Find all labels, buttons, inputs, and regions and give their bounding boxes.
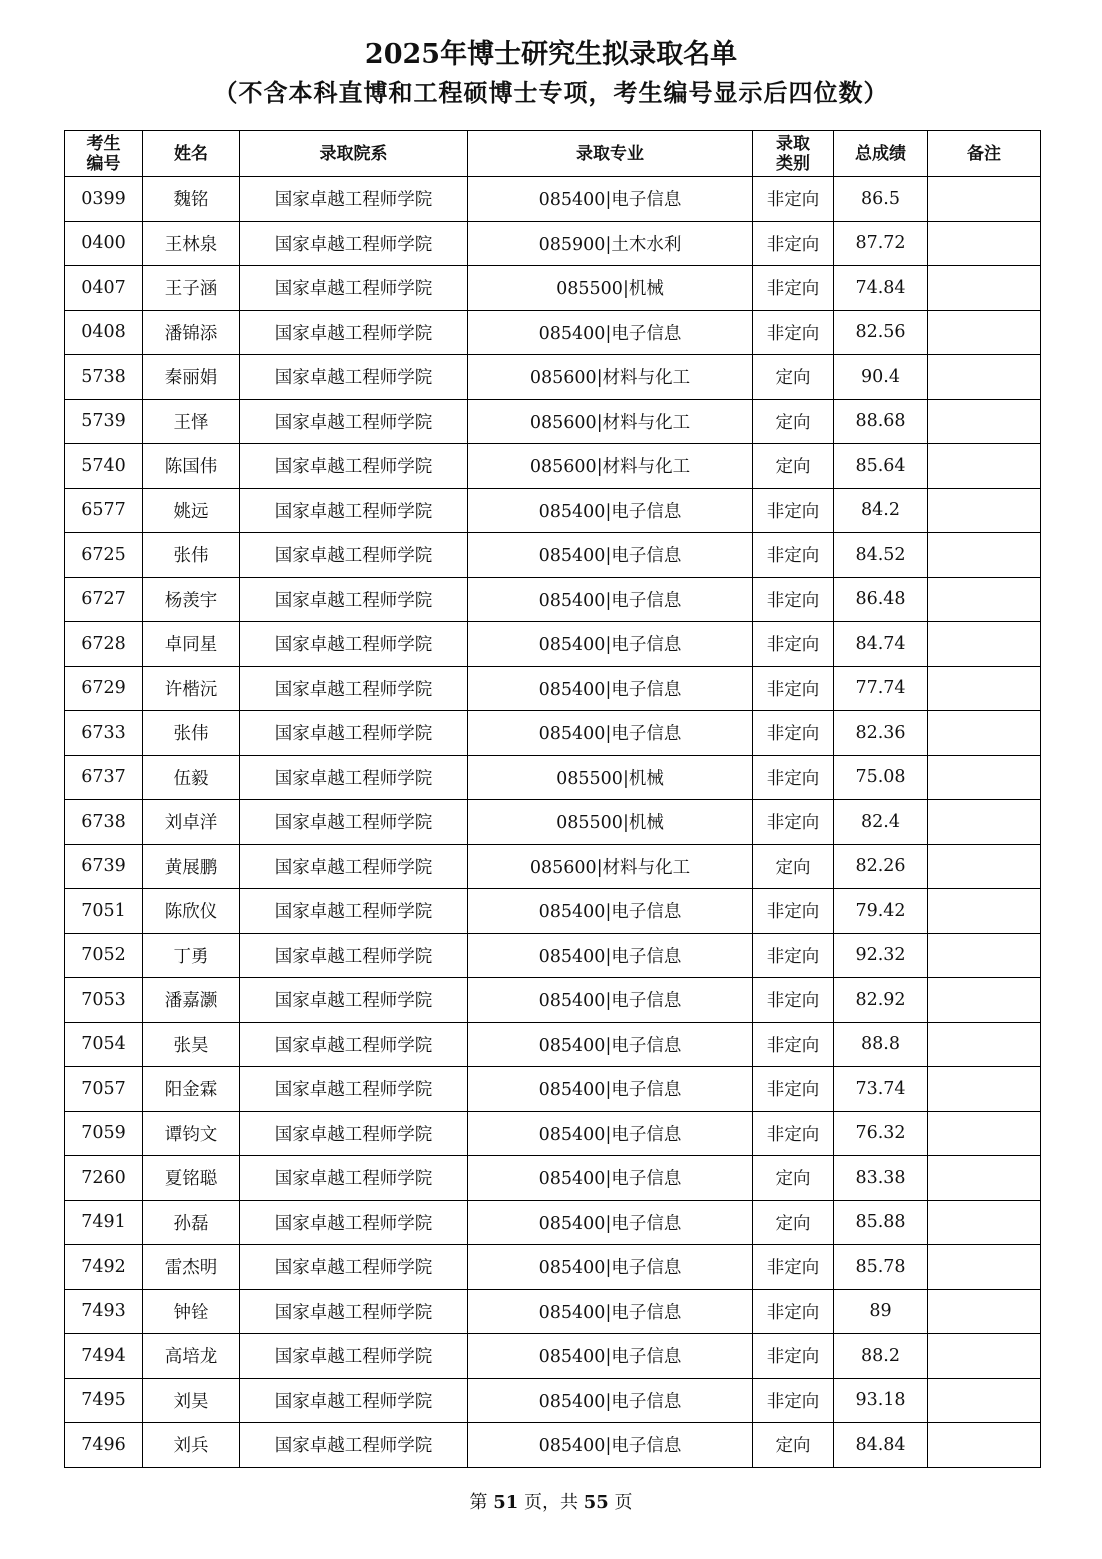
header-total-score: 总成绩 xyxy=(834,131,928,177)
cell-candidate-id: 7053 xyxy=(65,978,143,1023)
cell-admission-type: 非定向 xyxy=(753,266,834,311)
header-name: 姓名 xyxy=(143,131,240,177)
cell-department: 国家卓越工程师学院 xyxy=(240,577,468,622)
cell-name: 秦丽娟 xyxy=(143,355,240,400)
cell-name: 钟铨 xyxy=(143,1289,240,1334)
cell-department: 国家卓越工程师学院 xyxy=(240,1156,468,1201)
cell-candidate-id: 7491 xyxy=(65,1200,143,1245)
cell-major: 085400|电子信息 xyxy=(468,1334,753,1379)
table-row xyxy=(65,978,1041,1023)
table-row xyxy=(65,1022,1041,1067)
cell-total-score: 88.68 xyxy=(834,399,928,444)
cell-remark xyxy=(928,1022,1041,1067)
cell-candidate-id: 7492 xyxy=(65,1245,143,1290)
cell-name: 王林泉 xyxy=(143,221,240,266)
cell-total-score: 87.72 xyxy=(834,221,928,266)
cell-remark xyxy=(928,1289,1041,1334)
header-department: 录取院系 xyxy=(240,131,468,177)
cell-name: 孙磊 xyxy=(143,1200,240,1245)
cell-remark xyxy=(928,1423,1041,1468)
cell-admission-type: 非定向 xyxy=(753,310,834,355)
cell-admission-type: 定向 xyxy=(753,399,834,444)
cell-department: 国家卓越工程师学院 xyxy=(240,978,468,1023)
cell-total-score: 84.84 xyxy=(834,1423,928,1468)
cell-admission-type: 非定向 xyxy=(753,533,834,578)
cell-name: 丁勇 xyxy=(143,933,240,978)
cell-remark xyxy=(928,1245,1041,1290)
table-row xyxy=(65,1156,1041,1201)
cell-candidate-id: 6727 xyxy=(65,577,143,622)
cell-admission-type: 非定向 xyxy=(753,221,834,266)
cell-admission-type: 非定向 xyxy=(753,1334,834,1379)
cell-total-score: 82.4 xyxy=(834,800,928,845)
cell-department: 国家卓越工程师学院 xyxy=(240,1378,468,1423)
cell-name: 张伟 xyxy=(143,533,240,578)
footer-page-total: 55 xyxy=(583,1492,609,1513)
cell-candidate-id: 6733 xyxy=(65,711,143,756)
cell-admission-type: 定向 xyxy=(753,1156,834,1201)
cell-candidate-id: 7493 xyxy=(65,1289,143,1334)
cell-total-score: 73.74 xyxy=(834,1067,928,1112)
cell-total-score: 88.2 xyxy=(834,1334,928,1379)
footer-suffix: 页 xyxy=(608,1492,633,1513)
cell-department: 国家卓越工程师学院 xyxy=(240,1423,468,1468)
cell-major: 085400|电子信息 xyxy=(468,1156,753,1201)
cell-candidate-id: 0399 xyxy=(65,177,143,222)
table-row xyxy=(65,1111,1041,1156)
cell-admission-type: 非定向 xyxy=(753,755,834,800)
table-row xyxy=(65,1067,1041,1112)
cell-remark xyxy=(928,444,1041,489)
cell-admission-type: 非定向 xyxy=(753,177,834,222)
cell-major: 085400|电子信息 xyxy=(468,1245,753,1290)
cell-major: 085400|电子信息 xyxy=(468,1289,753,1334)
cell-candidate-id: 5739 xyxy=(65,399,143,444)
cell-name: 刘卓洋 xyxy=(143,800,240,845)
header-major: 录取专业 xyxy=(468,131,753,177)
cell-major: 085400|电子信息 xyxy=(468,1200,753,1245)
cell-name: 潘嘉灏 xyxy=(143,978,240,1023)
cell-department: 国家卓越工程师学院 xyxy=(240,1022,468,1067)
cell-total-score: 75.08 xyxy=(834,755,928,800)
table-row xyxy=(65,1245,1041,1290)
page-title: 2025年博士研究生拟录取名单 xyxy=(364,39,738,70)
cell-name: 张伟 xyxy=(143,711,240,756)
cell-department: 国家卓越工程师学院 xyxy=(240,1067,468,1112)
cell-total-score: 82.26 xyxy=(834,844,928,889)
cell-department: 国家卓越工程师学院 xyxy=(240,399,468,444)
cell-major: 085600|材料与化工 xyxy=(468,844,753,889)
cell-remark xyxy=(928,1334,1041,1379)
cell-total-score: 79.42 xyxy=(834,889,928,934)
cell-candidate-id: 6725 xyxy=(65,533,143,578)
cell-major: 085400|电子信息 xyxy=(468,978,753,1023)
cell-total-score: 83.38 xyxy=(834,1156,928,1201)
cell-remark xyxy=(928,800,1041,845)
table-header xyxy=(65,131,1041,177)
cell-major: 085600|材料与化工 xyxy=(468,355,753,400)
cell-major: 085500|机械 xyxy=(468,800,753,845)
cell-department: 国家卓越工程师学院 xyxy=(240,355,468,400)
table-row xyxy=(65,666,1041,711)
cell-major: 085900|土木水利 xyxy=(468,221,753,266)
table-row xyxy=(65,266,1041,311)
cell-admission-type: 非定向 xyxy=(753,1378,834,1423)
cell-total-score: 84.52 xyxy=(834,533,928,578)
cell-total-score: 82.36 xyxy=(834,711,928,756)
cell-department: 国家卓越工程师学院 xyxy=(240,1245,468,1290)
cell-admission-type: 非定向 xyxy=(753,933,834,978)
cell-candidate-id: 7496 xyxy=(65,1423,143,1468)
cell-name: 雷杰明 xyxy=(143,1245,240,1290)
cell-department: 国家卓越工程师学院 xyxy=(240,266,468,311)
cell-admission-type: 非定向 xyxy=(753,1067,834,1112)
table-row xyxy=(65,577,1041,622)
cell-total-score: 76.32 xyxy=(834,1111,928,1156)
cell-admission-type: 非定向 xyxy=(753,800,834,845)
table-row xyxy=(65,622,1041,667)
cell-admission-type: 非定向 xyxy=(753,666,834,711)
table-row xyxy=(65,1423,1041,1468)
cell-admission-type: 非定向 xyxy=(753,1111,834,1156)
cell-candidate-id: 7057 xyxy=(65,1067,143,1112)
cell-candidate-id: 6728 xyxy=(65,622,143,667)
cell-candidate-id: 0400 xyxy=(65,221,143,266)
cell-remark xyxy=(928,666,1041,711)
cell-department: 国家卓越工程师学院 xyxy=(240,755,468,800)
cell-remark xyxy=(928,1156,1041,1201)
table-row xyxy=(65,444,1041,489)
cell-candidate-id: 6738 xyxy=(65,800,143,845)
cell-department: 国家卓越工程师学院 xyxy=(240,844,468,889)
table-row xyxy=(65,800,1041,845)
cell-remark xyxy=(928,355,1041,400)
cell-major: 085400|电子信息 xyxy=(468,1067,753,1112)
admission-table xyxy=(64,130,1041,1468)
cell-department: 国家卓越工程师学院 xyxy=(240,889,468,934)
cell-department: 国家卓越工程师学院 xyxy=(240,221,468,266)
cell-remark xyxy=(928,711,1041,756)
cell-candidate-id: 0408 xyxy=(65,310,143,355)
table-row xyxy=(65,355,1041,400)
cell-department: 国家卓越工程师学院 xyxy=(240,488,468,533)
cell-candidate-id: 6729 xyxy=(65,666,143,711)
cell-admission-type: 非定向 xyxy=(753,1289,834,1334)
cell-major: 085400|电子信息 xyxy=(468,889,753,934)
header-row xyxy=(65,131,1041,177)
cell-name: 张昊 xyxy=(143,1022,240,1067)
cell-name: 姚远 xyxy=(143,488,240,533)
cell-department: 国家卓越工程师学院 xyxy=(240,622,468,667)
footer-middle: 页，共 xyxy=(518,1492,584,1513)
cell-total-score: 86.48 xyxy=(834,577,928,622)
cell-name: 陈国伟 xyxy=(143,444,240,489)
cell-total-score: 74.84 xyxy=(834,266,928,311)
table-row xyxy=(65,1200,1041,1245)
cell-candidate-id: 0407 xyxy=(65,266,143,311)
cell-remark xyxy=(928,844,1041,889)
cell-name: 王怿 xyxy=(143,399,240,444)
cell-total-score: 85.64 xyxy=(834,444,928,489)
cell-major: 085400|电子信息 xyxy=(468,1378,753,1423)
cell-admission-type: 非定向 xyxy=(753,711,834,756)
cell-total-score: 85.78 xyxy=(834,1245,928,1290)
page-footer xyxy=(0,1490,1102,1516)
cell-major: 085400|电子信息 xyxy=(468,533,753,578)
cell-department: 国家卓越工程师学院 xyxy=(240,1111,468,1156)
cell-admission-type: 定向 xyxy=(753,1200,834,1245)
cell-remark xyxy=(928,933,1041,978)
cell-admission-type: 非定向 xyxy=(753,488,834,533)
table-row xyxy=(65,755,1041,800)
cell-total-score: 84.2 xyxy=(834,488,928,533)
table-row xyxy=(65,711,1041,756)
cell-department: 国家卓越工程师学院 xyxy=(240,711,468,756)
cell-name: 杨羡宇 xyxy=(143,577,240,622)
cell-major: 085400|电子信息 xyxy=(468,1111,753,1156)
table-row xyxy=(65,1289,1041,1334)
cell-name: 许楷沅 xyxy=(143,666,240,711)
cell-remark xyxy=(928,889,1041,934)
cell-candidate-id: 7495 xyxy=(65,1378,143,1423)
cell-department: 国家卓越工程师学院 xyxy=(240,800,468,845)
cell-remark xyxy=(928,266,1041,311)
table-row xyxy=(65,889,1041,934)
cell-major: 085400|电子信息 xyxy=(468,711,753,756)
cell-department: 国家卓越工程师学院 xyxy=(240,1200,468,1245)
cell-remark xyxy=(928,755,1041,800)
cell-remark xyxy=(928,577,1041,622)
cell-major: 085500|机械 xyxy=(468,266,753,311)
table-row xyxy=(65,177,1041,222)
cell-major: 085400|电子信息 xyxy=(468,1022,753,1067)
header-id-line1: 考生 xyxy=(86,133,121,154)
cell-total-score: 77.74 xyxy=(834,666,928,711)
cell-name: 潘锦添 xyxy=(143,310,240,355)
cell-name: 刘昊 xyxy=(143,1378,240,1423)
header-type-line1: 录取 xyxy=(776,133,810,154)
table-row xyxy=(65,533,1041,578)
cell-candidate-id: 5740 xyxy=(65,444,143,489)
cell-total-score: 85.88 xyxy=(834,1200,928,1245)
cell-department: 国家卓越工程师学院 xyxy=(240,933,468,978)
page-subtitle: （不含本科直博和工程硕博士专项，考生编号显示后四位数） xyxy=(213,78,889,107)
cell-admission-type: 定向 xyxy=(753,444,834,489)
cell-major: 085600|材料与化工 xyxy=(468,399,753,444)
header-type-line2: 类别 xyxy=(776,153,810,174)
cell-department: 国家卓越工程师学院 xyxy=(240,533,468,578)
cell-remark xyxy=(928,1111,1041,1156)
cell-major: 085400|电子信息 xyxy=(468,622,753,667)
cell-candidate-id: 7059 xyxy=(65,1111,143,1156)
cell-total-score: 86.5 xyxy=(834,177,928,222)
cell-admission-type: 非定向 xyxy=(753,622,834,667)
cell-department: 国家卓越工程师学院 xyxy=(240,1334,468,1379)
cell-name: 夏铭聪 xyxy=(143,1156,240,1201)
cell-remark xyxy=(928,399,1041,444)
footer-page-number: 51 xyxy=(493,1492,519,1513)
cell-remark xyxy=(928,488,1041,533)
cell-candidate-id: 6577 xyxy=(65,488,143,533)
cell-admission-type: 定向 xyxy=(753,1423,834,1468)
footer-prefix: 第 xyxy=(469,1492,494,1513)
table-row xyxy=(65,844,1041,889)
cell-remark xyxy=(928,1200,1041,1245)
cell-major: 085400|电子信息 xyxy=(468,577,753,622)
cell-name: 王子涵 xyxy=(143,266,240,311)
cell-major: 085400|电子信息 xyxy=(468,666,753,711)
cell-admission-type: 非定向 xyxy=(753,1022,834,1067)
cell-name: 黄展鹏 xyxy=(143,844,240,889)
cell-candidate-id: 7260 xyxy=(65,1156,143,1201)
cell-candidate-id: 7051 xyxy=(65,889,143,934)
cell-name: 陈欣仪 xyxy=(143,889,240,934)
cell-total-score: 93.18 xyxy=(834,1378,928,1423)
cell-admission-type: 非定向 xyxy=(753,889,834,934)
cell-major: 085400|电子信息 xyxy=(468,488,753,533)
cell-department: 国家卓越工程师学院 xyxy=(240,1289,468,1334)
cell-major: 085600|材料与化工 xyxy=(468,444,753,489)
cell-name: 刘兵 xyxy=(143,1423,240,1468)
cell-admission-type: 非定向 xyxy=(753,978,834,1023)
cell-department: 国家卓越工程师学院 xyxy=(240,666,468,711)
cell-major: 085400|电子信息 xyxy=(468,933,753,978)
table-row xyxy=(65,488,1041,533)
cell-total-score: 89 xyxy=(834,1289,928,1334)
cell-admission-type: 非定向 xyxy=(753,577,834,622)
cell-department: 国家卓越工程师学院 xyxy=(240,444,468,489)
cell-admission-type: 定向 xyxy=(753,844,834,889)
cell-name: 伍毅 xyxy=(143,755,240,800)
cell-total-score: 90.4 xyxy=(834,355,928,400)
cell-candidate-id: 7054 xyxy=(65,1022,143,1067)
header-remark: 备注 xyxy=(928,131,1041,177)
cell-name: 阳金霖 xyxy=(143,1067,240,1112)
cell-name: 谭钧文 xyxy=(143,1111,240,1156)
cell-candidate-id: 7052 xyxy=(65,933,143,978)
cell-department: 国家卓越工程师学院 xyxy=(240,177,468,222)
cell-major: 085400|电子信息 xyxy=(468,310,753,355)
cell-admission-type: 非定向 xyxy=(753,1245,834,1290)
cell-remark xyxy=(928,1378,1041,1423)
table-row xyxy=(65,310,1041,355)
cell-total-score: 82.56 xyxy=(834,310,928,355)
cell-remark xyxy=(928,177,1041,222)
table-row xyxy=(65,1334,1041,1379)
cell-remark xyxy=(928,978,1041,1023)
cell-name: 高培龙 xyxy=(143,1334,240,1379)
cell-total-score: 84.74 xyxy=(834,622,928,667)
cell-major: 085500|机械 xyxy=(468,755,753,800)
table-body xyxy=(65,177,1041,1468)
table-row xyxy=(65,221,1041,266)
table-row xyxy=(65,399,1041,444)
table-row xyxy=(65,933,1041,978)
cell-major: 085400|电子信息 xyxy=(468,1423,753,1468)
cell-name: 魏铭 xyxy=(143,177,240,222)
header-admission-type xyxy=(753,131,834,177)
cell-candidate-id: 6737 xyxy=(65,755,143,800)
cell-remark xyxy=(928,221,1041,266)
cell-candidate-id: 5738 xyxy=(65,355,143,400)
cell-admission-type: 定向 xyxy=(753,355,834,400)
cell-name: 卓同星 xyxy=(143,622,240,667)
header-id-line2: 编号 xyxy=(86,153,121,174)
cell-remark xyxy=(928,533,1041,578)
cell-candidate-id: 6739 xyxy=(65,844,143,889)
header-candidate-id xyxy=(65,131,143,177)
cell-remark xyxy=(928,622,1041,667)
cell-remark xyxy=(928,310,1041,355)
cell-major: 085400|电子信息 xyxy=(468,177,753,222)
cell-total-score: 82.92 xyxy=(834,978,928,1023)
cell-total-score: 92.32 xyxy=(834,933,928,978)
cell-candidate-id: 7494 xyxy=(65,1334,143,1379)
cell-department: 国家卓越工程师学院 xyxy=(240,310,468,355)
cell-total-score: 88.8 xyxy=(834,1022,928,1067)
table-row xyxy=(65,1378,1041,1423)
cell-remark xyxy=(928,1067,1041,1112)
